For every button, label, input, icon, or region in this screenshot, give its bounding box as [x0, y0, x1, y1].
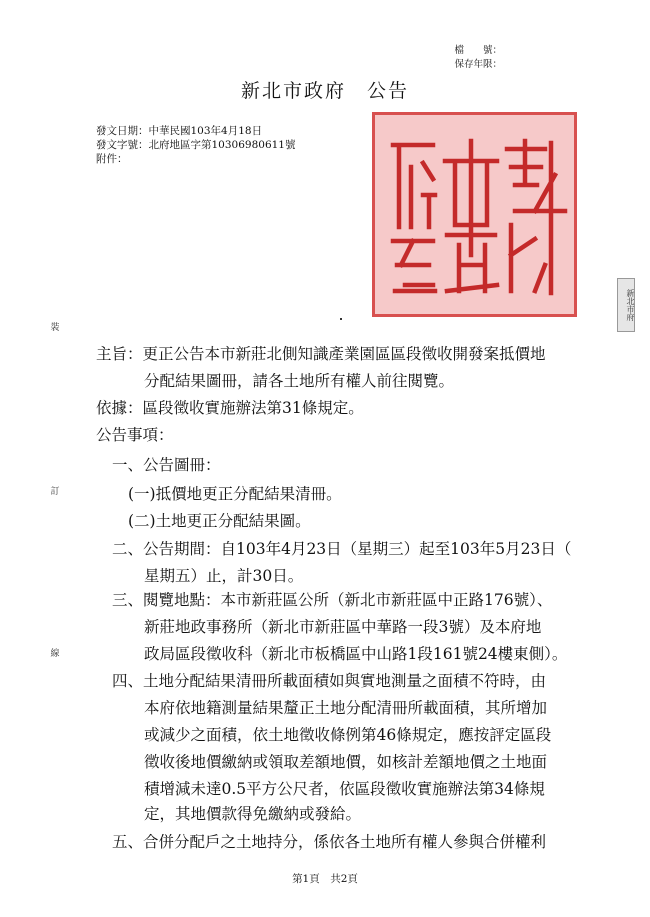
issue-date: 發文日期：中華民國103年4月18日: [96, 125, 263, 137]
official-seal: [372, 112, 577, 317]
item-3-cont-1: 新莊地政事務所（新北市新莊區中華路一段3號）及本府地: [144, 618, 542, 636]
page-number: 第1頁 共2頁: [292, 873, 358, 885]
item-4-cont-1: 本府依地籍測量結果釐正土地分配清冊所載面積，其所增加: [144, 699, 548, 717]
page-title: 新北市政府 公告: [240, 80, 409, 102]
item-4-cont-4: 積增減未達0.5平方公尺者，依區段徵收實施辦法第34條規: [144, 780, 545, 798]
binding-mark-xian: 線: [50, 649, 60, 659]
item-4-cont-5: 定，其地價款得免繳納或發給。: [144, 805, 362, 823]
item-4-cont-2: 或減少之面積，依土地徵收條例第46條規定，應按評定區段: [144, 726, 552, 744]
item-3-cont-2: 政局區段徵收科（新北市板橋區中山路1段161號24樓東側）。: [144, 645, 568, 663]
archive-file-no: 檔 號：: [454, 45, 502, 56]
archive-retention: 保存年限：: [454, 59, 502, 70]
seal-glyph-graphic: [375, 115, 574, 314]
basis-line: 依據：區段徵收實施辦法第31條規定。: [96, 399, 364, 417]
item-1: 一、公告圖冊：: [112, 456, 221, 474]
side-stamp: 新北市府: [617, 278, 635, 332]
subject-line-cont: 分配結果圖冊，請各土地所有權人前往閱覽。: [144, 372, 455, 390]
item-4-cont-3: 徵收後地價繳納或領取差額地價，如核計差額地價之土地面: [144, 753, 548, 771]
attachment-label: 附件：: [96, 153, 128, 165]
binding-mark-zhuang: 裝: [50, 323, 60, 333]
item-1-sub-1: (一)抵價地更正分配結果清冊。: [128, 485, 342, 503]
document-number: 發文字號：北府地區字第10306980611號: [96, 139, 296, 151]
binding-mark-ding: 訂: [50, 487, 60, 497]
document-meta: [96, 124, 295, 166]
archive-info: [454, 44, 502, 72]
item-5: 五、合併分配戶之土地持分，係依各土地所有權人參與合併權利: [112, 833, 547, 851]
item-1-sub-2: (二)土地更正分配結果圖。: [128, 512, 311, 530]
item-3: 三、閱覽地點：本市新莊區公所（新北市新莊區中正路176號）、: [112, 591, 553, 609]
announcement-heading: 公告事項：: [96, 426, 174, 444]
stray-dot: [340, 318, 342, 320]
item-2: 二、公告期間：自103年4月23日（星期三）起至103年5月23日（: [112, 540, 572, 558]
item-2-cont: 星期五）止，計30日。: [144, 567, 304, 585]
subject-line: 主旨：更正公告本市新莊北側知識產業園區區段徵收開發案抵價地: [96, 345, 546, 363]
item-4: 四、土地分配結果清冊所載面積如與實地測量之面積不符時，由: [112, 672, 547, 690]
